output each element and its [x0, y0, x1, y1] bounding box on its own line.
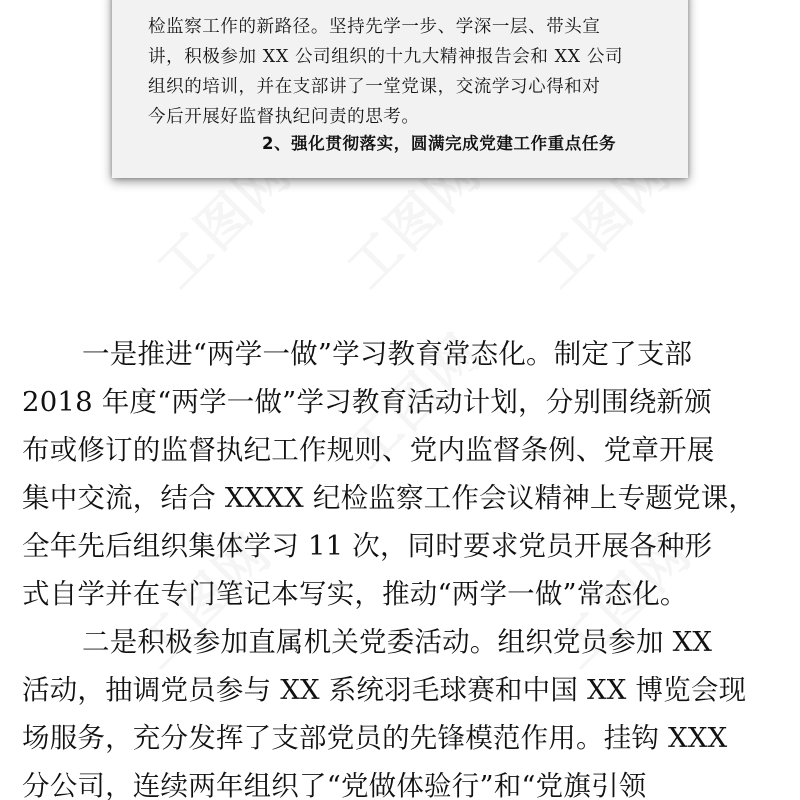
watermark: 工图网	[146, 142, 304, 300]
watermark: 工图网	[126, 522, 284, 680]
paragraph-line: 布或修订的监督执纪工作规则、党内监督条例、党章开展	[22, 434, 715, 466]
watermark: 工图网	[526, 142, 684, 300]
paragraph-line: 2018 年度“两学一做”学习教育活动计划，分别围绕新颁	[22, 386, 712, 418]
watermark: 工图网	[336, 322, 494, 480]
paragraph-line: 全年先后组织集体学习 11 次，同时要求党员开展各种形	[22, 530, 713, 562]
document-excerpt-card	[112, 0, 688, 178]
watermark: 工图网	[546, 522, 704, 680]
paragraph-line: 集中交流，结合 XXXX 纪检监察工作会议精神上专题党课，	[22, 482, 757, 514]
paragraph-line: 活动，抽调党员参与 XX 系统羽毛球赛和中国 XX 博览会现	[22, 674, 747, 706]
paragraph-line: 二是积极参加直属机关党委活动。组织党员参加 XX	[82, 626, 713, 658]
paragraph-line: 场服务，充分发挥了支部党员的先锋模范作用。挂钩 XXX	[22, 722, 728, 754]
watermark: 工图网	[336, 142, 494, 300]
paragraph-line: 分公司，连续两年组织了“党做体验行”和“党旗引领	[22, 770, 647, 800]
section-heading: 2、强化贯彻落实，圆满完成党建工作重点任务	[262, 134, 617, 153]
excerpt-line: 讲，积极参加 XX 公司组织的十九大精神报告会和 XX 公司	[148, 47, 624, 67]
excerpt-line: 今后开展好监督执纪问责的思考。	[148, 107, 420, 127]
paragraph-line: 一是推进“两学一做”学习教育常态化。制定了支部	[82, 338, 693, 370]
excerpt-line: 组织的培训，并在支部讲了一堂党课，交流学习心得和对	[148, 77, 601, 97]
excerpt-line: 检监察工作的新路径。坚持先学一步、学深一层、带头宣	[148, 17, 601, 37]
paragraph-line: 式自学并在专门笔记本写实，推动“两学一做”常态化。	[22, 578, 688, 610]
